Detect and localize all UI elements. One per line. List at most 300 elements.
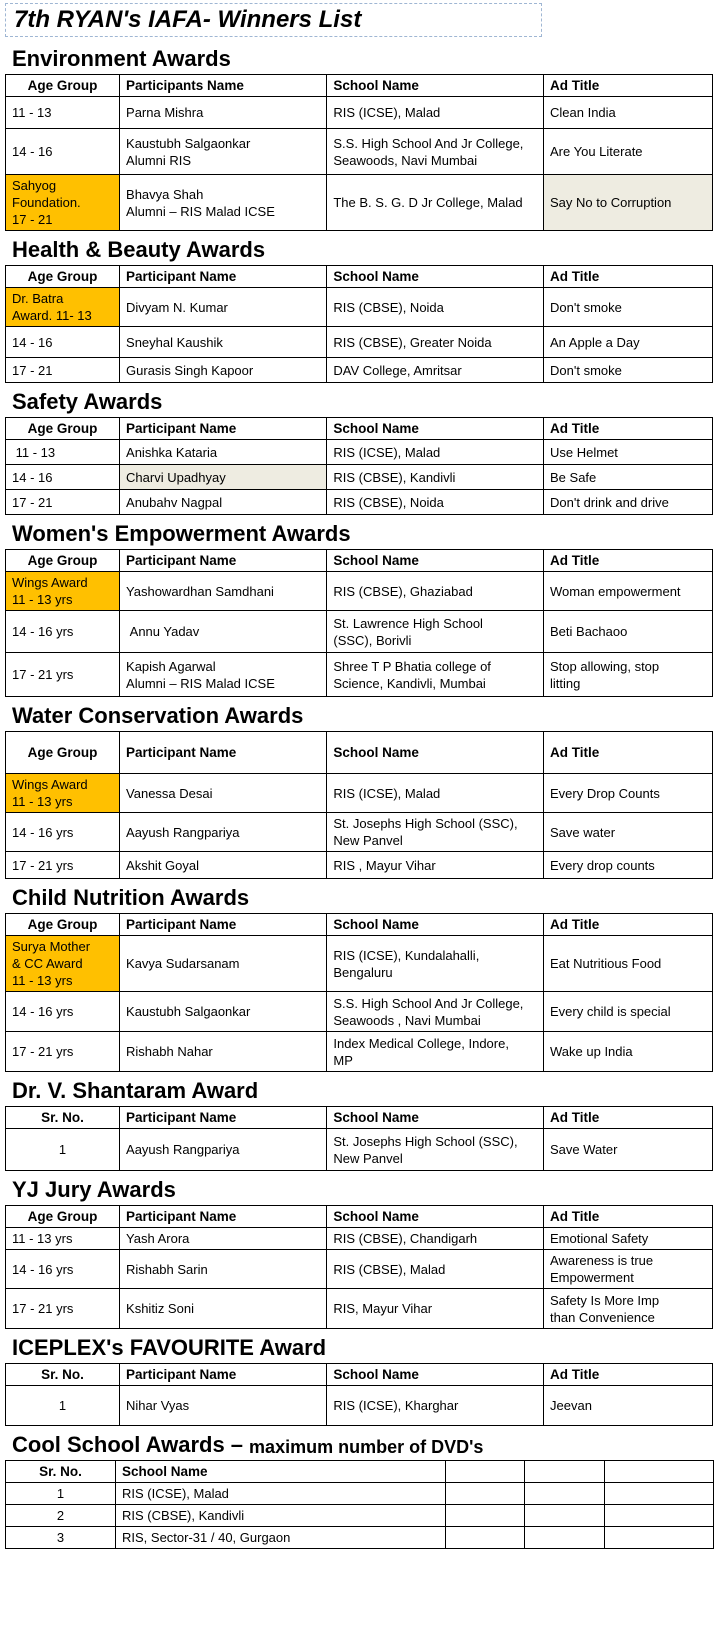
cell-line: Don't smoke [550, 299, 622, 315]
cell-line: St. Lawrence High School [333, 615, 483, 631]
table-row [6, 936, 713, 992]
cell-line: Alumni – RIS Malad ICSE [126, 675, 275, 691]
empty-cell [525, 1527, 605, 1549]
table-row [6, 611, 713, 653]
cell-line: Jeevan [550, 1398, 592, 1413]
age-group-cell [6, 572, 120, 611]
cell-line: 11 - 13 [12, 444, 56, 460]
section-title: Health & Beauty Awards [12, 237, 266, 262]
table-row [6, 813, 713, 852]
cell-line: Wings Award [12, 777, 88, 792]
cell-line: Rishabh Sarin [126, 1261, 208, 1277]
sr-no-cell: 1 [6, 1483, 116, 1505]
school-cell [327, 358, 544, 383]
participant-cell [120, 774, 327, 813]
table-row [6, 1032, 713, 1072]
school-cell [327, 490, 544, 515]
table-row [6, 175, 713, 231]
table-row [6, 97, 713, 129]
column-header: Ad Title [544, 914, 713, 936]
table-header-row [6, 418, 713, 440]
age-group-cell [6, 1228, 120, 1250]
ad-title-cell [544, 852, 713, 879]
cell-line: Nihar Vyas [126, 1398, 190, 1413]
school-cell: RIS (ICSE), Malad [116, 1483, 446, 1505]
sr-no-cell: 2 [6, 1505, 116, 1527]
awards-table [5, 1106, 713, 1171]
cell-line: 17 - 21 [12, 212, 53, 227]
cell-line: Use Helmet [550, 444, 618, 460]
cell-line: Seawoods, Navi Mumbai [333, 152, 478, 168]
cell-line: Index Medical College, Indore, [333, 1035, 509, 1051]
column-header: Participant Name [120, 1206, 327, 1228]
age-group-cell [6, 936, 120, 992]
ad-title-cell [544, 1289, 713, 1329]
column-header [446, 1461, 525, 1483]
ad-title-cell [544, 327, 713, 358]
cell-line: New Panvel [333, 1150, 403, 1166]
cell-line: RIS (ICSE), Malad [333, 444, 441, 460]
ad-title-cell [544, 1228, 713, 1250]
participant-cell [120, 465, 327, 490]
cell-line: 17 - 21 yrs [12, 1044, 74, 1059]
cell-line: Save water [550, 824, 616, 840]
participant-cell [120, 813, 327, 852]
column-header [525, 1461, 605, 1483]
empty-cell [605, 1483, 714, 1505]
column-header: Participant Name [120, 418, 327, 440]
column-header: Age Group [6, 732, 120, 774]
table-header-row [6, 75, 713, 97]
cell-line: RIS (CBSE), Greater Noida [333, 334, 492, 350]
column-header: School Name [327, 418, 544, 440]
school-cell [327, 1289, 544, 1329]
cell-line: An Apple a Day [550, 334, 640, 350]
table-header-row [6, 1107, 713, 1129]
cell-line: RIS (CBSE), Malad [333, 1261, 446, 1277]
cell-line: Anubahv Nagpal [126, 494, 223, 510]
awards-table [5, 417, 713, 515]
award-sections [0, 40, 718, 1426]
cell-line: Eat Nutritious Food [550, 956, 662, 971]
school-cell: RIS (CBSE), Kandivli [116, 1505, 446, 1527]
cell-line: 11 - 13 yrs [12, 1231, 73, 1246]
cool-school-table [5, 1460, 714, 1549]
title-row [0, 0, 718, 40]
school-cell [327, 440, 544, 465]
school-cell [327, 1129, 544, 1171]
ad-title-cell [544, 572, 713, 611]
cell-line: 11 - 13 yrs [12, 794, 73, 809]
column-header: Age Group [6, 266, 120, 288]
cell-line: Alumni – RIS Malad ICSE [126, 203, 275, 219]
table-header-row [6, 732, 713, 774]
column-header: Participant Name [120, 1364, 327, 1386]
cell-line: Safety Is More Imp [550, 1292, 660, 1308]
age-group-cell [6, 97, 120, 129]
column-header: School Name [327, 914, 544, 936]
age-group-cell [6, 611, 120, 653]
cell-line: Wake up India [550, 1044, 633, 1059]
age-group-cell [6, 1289, 120, 1329]
ad-title-cell [544, 813, 713, 852]
age-group-cell [6, 1129, 120, 1171]
cell-line: Aayush Rangpariya [126, 1142, 240, 1157]
section-title: ICEPLEX's FAVOURITE Award [12, 1335, 327, 1360]
cell-line: Yash Arora [126, 1231, 190, 1246]
cell-line: Kaustubh Salgaonkar [126, 135, 251, 151]
ad-title-cell [544, 992, 713, 1032]
column-header: Ad Title [544, 550, 713, 572]
participant-cell [120, 1386, 327, 1426]
cell-line: Every drop counts [550, 857, 655, 873]
column-header: Ad Title [544, 418, 713, 440]
cell-line: Alumni RIS [126, 152, 192, 168]
table-row [6, 327, 713, 358]
school-cell [327, 852, 544, 879]
school-cell [327, 129, 544, 175]
age-group-cell [6, 852, 120, 879]
cell-line: Aayush Rangpariya [126, 824, 240, 840]
column-header: Participant Name [120, 1107, 327, 1129]
cell-line: Sneyhal Kaushik [126, 334, 223, 350]
table-row [6, 653, 713, 697]
cell-line: RIS (ICSE), Malad [333, 785, 441, 801]
school-cell [327, 611, 544, 653]
column-header: Age Group [6, 75, 120, 97]
school-cell [327, 175, 544, 231]
ad-title-cell [544, 936, 713, 992]
table-row [6, 1250, 713, 1289]
table-row [6, 572, 713, 611]
cell-line: & CC Award [12, 956, 83, 971]
age-group-cell [6, 175, 120, 231]
cell-line: Are You Literate [550, 144, 643, 159]
column-header: School Name [327, 1364, 544, 1386]
participant-cell [120, 129, 327, 175]
cell-line: Parna Mishra [126, 105, 204, 120]
ad-title-cell [544, 1032, 713, 1072]
empty-cell [525, 1483, 605, 1505]
age-group-cell [6, 992, 120, 1032]
section-title: Safety Awards [12, 389, 163, 414]
ad-title-cell [544, 465, 713, 490]
cell-line: 14 - 16 yrs [12, 1004, 74, 1019]
column-header: Ad Title [544, 1364, 713, 1386]
cell-line: 14 - 16 [12, 334, 53, 350]
section-title: YJ Jury Awards [12, 1177, 176, 1202]
table-row [6, 358, 713, 383]
cell-line: Seawoods , Navi Mumbai [333, 1012, 481, 1028]
participant-cell [120, 852, 327, 879]
awards-table [5, 1205, 713, 1329]
participant-cell [120, 572, 327, 611]
ad-title-cell [544, 1386, 713, 1426]
participant-cell [120, 175, 327, 231]
column-header: Participant Name [120, 266, 327, 288]
age-group-cell [6, 288, 120, 327]
cell-line: Stop allowing, stop [550, 658, 660, 674]
school-cell [327, 288, 544, 327]
cell-line: 14 - 16 yrs [12, 1261, 74, 1277]
cell-line: Awareness is true [550, 1253, 654, 1268]
cell-line: 17 - 21 [12, 494, 53, 510]
column-header: Sr. No. [6, 1461, 116, 1483]
cell-line: Sahyog [12, 178, 57, 193]
school-cell [327, 774, 544, 813]
column-header: Participant Name [120, 550, 327, 572]
participant-cell [120, 288, 327, 327]
cell-line: Surya Mother [12, 939, 91, 954]
school-cell [327, 572, 544, 611]
school-cell [327, 1386, 544, 1426]
cell-line: Beti Bachaoo [550, 624, 628, 639]
ad-title-cell [544, 175, 713, 231]
cell-line: Save Water [550, 1142, 618, 1157]
table-row [6, 1505, 714, 1527]
empty-cell [605, 1527, 714, 1549]
school-cell [327, 992, 544, 1032]
table-header-row [6, 1206, 713, 1228]
table-row [6, 852, 713, 879]
table-row [6, 465, 713, 490]
cell-line: S.S. High School And Jr College, [333, 995, 524, 1011]
cell-line: Wings Award [12, 575, 88, 590]
age-group-cell [6, 490, 120, 515]
column-header: Ad Title [544, 732, 713, 774]
ad-title-cell [544, 653, 713, 697]
cell-line: S.S. High School And Jr College, [333, 135, 524, 151]
cell-line: Award. 11- 13 [12, 308, 92, 323]
column-header: Ad Title [544, 75, 713, 97]
sr-no-cell: 3 [6, 1527, 116, 1549]
table-row [6, 1483, 714, 1505]
participant-cell [120, 327, 327, 358]
column-header: School Name [116, 1461, 446, 1483]
column-header: School Name [327, 732, 544, 774]
cell-line: 17 - 21 yrs [12, 857, 74, 873]
column-header: Age Group [6, 418, 120, 440]
participant-cell [120, 97, 327, 129]
table-header-row [6, 1364, 713, 1386]
column-header: Sr. No. [6, 1364, 120, 1386]
ad-title-cell [544, 358, 713, 383]
cell-line: RIS , Mayur Vihar [333, 857, 436, 873]
participant-cell [120, 992, 327, 1032]
ad-title-cell [544, 774, 713, 813]
school-cell [327, 1032, 544, 1072]
cell-line: 1 [58, 1142, 67, 1157]
participant-cell [120, 490, 327, 515]
ad-title-cell [544, 129, 713, 175]
cell-line: Akshit Goyal [126, 857, 200, 873]
empty-cell [446, 1483, 525, 1505]
cell-line: 17 - 21 yrs [12, 1301, 74, 1316]
cell-line: Kapish Agarwal [126, 658, 216, 674]
cell-line: RIS (ICSE), Malad [333, 105, 441, 120]
ad-title-cell [544, 1250, 713, 1289]
age-group-cell [6, 440, 120, 465]
cell-line: Dr. Batra [12, 291, 64, 306]
ad-title-cell [544, 1129, 713, 1171]
ad-title-cell [544, 97, 713, 129]
cell-line: RIS, Mayur Vihar [333, 1301, 433, 1316]
cell-line: MP [333, 1052, 353, 1068]
participant-cell [120, 440, 327, 465]
column-header: Ad Title [544, 1107, 713, 1129]
cell-line: Don't smoke [550, 362, 622, 378]
table-row [6, 992, 713, 1032]
cell-line: Annu Yadav [126, 624, 200, 639]
age-group-cell [6, 813, 120, 852]
table-row [6, 129, 713, 175]
cell-line: Charvi Upadhyay [126, 469, 226, 485]
cell-line: (SSC), Borivli [333, 632, 412, 648]
table-row [6, 440, 713, 465]
cell-line: St. Josephs High School (SSC), [333, 1133, 518, 1149]
cell-line: Empowerment [550, 1270, 634, 1285]
cell-line: 1 [58, 1398, 67, 1413]
age-group-cell [6, 129, 120, 175]
cell-line: Bhavya Shah [126, 186, 204, 202]
cell-line: 14 - 16 yrs [12, 624, 74, 639]
age-group-cell [6, 465, 120, 490]
participant-cell [120, 1250, 327, 1289]
cell-line: Yashowardhan Samdhani [126, 583, 274, 599]
cell-line: 11 - 13 [12, 105, 52, 120]
table-row [6, 774, 713, 813]
table-header-row [6, 550, 713, 572]
cool-school-section [0, 1426, 718, 1549]
awards-table [5, 549, 713, 697]
cell-line: Kaustubh Salgaonkar [126, 1004, 251, 1019]
cool-title: Cool School Awards – [12, 1432, 244, 1457]
participant-cell [120, 1129, 327, 1171]
cell-line: 14 - 16 [12, 144, 53, 159]
cell-line: RIS (CBSE), Noida [333, 299, 444, 315]
section-title: Child Nutrition Awards [12, 885, 250, 910]
column-header: Ad Title [544, 266, 713, 288]
participant-cell [120, 1289, 327, 1329]
cell-line: Kavya Sudarsanam [126, 956, 240, 971]
table-header-row [6, 266, 713, 288]
cell-line: Don't drink and drive [550, 494, 669, 510]
cell-line: RIS (ICSE), Kundalahalli, [333, 947, 480, 963]
table-header-row [6, 1461, 714, 1483]
participant-cell [120, 1032, 327, 1072]
section-title: Environment Awards [12, 46, 231, 71]
table-row [6, 288, 713, 327]
cell-line: Every Drop Counts [550, 785, 660, 801]
age-group-cell [6, 653, 120, 697]
cell-line: 11 - 13 yrs [12, 592, 73, 607]
school-cell: RIS, Sector-31 / 40, Gurgaon [116, 1527, 446, 1549]
participant-cell [120, 611, 327, 653]
column-header: Participants Name [120, 75, 327, 97]
cell-line: Vanessa Desai [126, 785, 213, 801]
age-group-cell [6, 1032, 120, 1072]
cell-line: St. Josephs High School (SSC), [333, 816, 518, 831]
cell-line: 17 - 21 [12, 362, 53, 378]
cell-line: Every child is special [550, 1004, 671, 1019]
cell-line: 14 - 16 yrs [12, 824, 74, 840]
column-header: Sr. No. [6, 1107, 120, 1129]
ad-title-cell [544, 440, 713, 465]
cell-line: Science, Kandivli, Mumbai [333, 675, 486, 691]
table-row [6, 1289, 713, 1329]
age-group-cell [6, 1250, 120, 1289]
age-group-cell [6, 1386, 120, 1426]
age-group-cell [6, 774, 120, 813]
awards-table [5, 1363, 713, 1426]
cell-line: The B. S. G. D Jr College, Malad [333, 195, 523, 210]
age-group-cell [6, 358, 120, 383]
column-header: Age Group [6, 914, 120, 936]
column-header: School Name [327, 1206, 544, 1228]
table-header-row [6, 914, 713, 936]
cell-line: RIS (CBSE), Noida [333, 494, 444, 510]
cell-line: Say No to Corruption [550, 195, 672, 210]
cell-line: litting [550, 675, 581, 691]
column-header [605, 1461, 714, 1483]
cell-line: 17 - 21 yrs [12, 667, 74, 682]
section-title: Dr. V. Shantaram Award [12, 1078, 259, 1103]
cell-line: 11 - 13 yrs [12, 973, 73, 988]
column-header: Participant Name [120, 732, 327, 774]
table-row [6, 1228, 713, 1250]
school-cell [327, 936, 544, 992]
school-cell [327, 465, 544, 490]
ad-title-cell [544, 611, 713, 653]
cell-line: Emotional Safety [550, 1231, 649, 1246]
participant-cell [120, 1228, 327, 1250]
empty-cell [525, 1505, 605, 1527]
column-header: School Name [327, 75, 544, 97]
school-cell [327, 1228, 544, 1250]
column-header: Age Group [6, 1206, 120, 1228]
cell-line: Foundation. [12, 195, 81, 210]
cell-line: RIS (CBSE), Chandigarh [333, 1231, 478, 1246]
table-row [6, 1129, 713, 1171]
participant-cell [120, 358, 327, 383]
table-row [6, 1386, 713, 1426]
table-row [6, 490, 713, 515]
cell-line: Anishka Kataria [126, 444, 218, 460]
cell-line: 14 - 16 [12, 469, 53, 485]
cell-line: New Panvel [333, 833, 403, 848]
cell-line: Clean India [550, 105, 616, 120]
participant-cell [120, 653, 327, 697]
page-title: 7th RYAN's IAFA- Winners List [5, 3, 542, 37]
cell-line: RIS (CBSE), Kandivli [333, 469, 456, 485]
column-header: Participant Name [120, 914, 327, 936]
cell-line: Be Safe [550, 469, 597, 485]
school-cell [327, 1250, 544, 1289]
cell-line: Divyam N. Kumar [126, 299, 228, 315]
awards-table [5, 913, 713, 1072]
empty-cell [605, 1505, 714, 1527]
cool-subtitle: maximum number of DVD's [249, 1437, 484, 1457]
section-title: Women's Empowerment Awards [12, 521, 351, 546]
cell-line: DAV College, Amritsar [333, 362, 462, 378]
column-header: School Name [327, 550, 544, 572]
awards-table [5, 74, 713, 231]
cell-line: RIS (CBSE), Ghaziabad [333, 583, 473, 599]
section-title: Water Conservation Awards [12, 703, 304, 728]
cell-line: Shree T P Bhatia college of [333, 658, 491, 674]
column-header: School Name [327, 1107, 544, 1129]
cell-line: Rishabh Nahar [126, 1044, 213, 1059]
